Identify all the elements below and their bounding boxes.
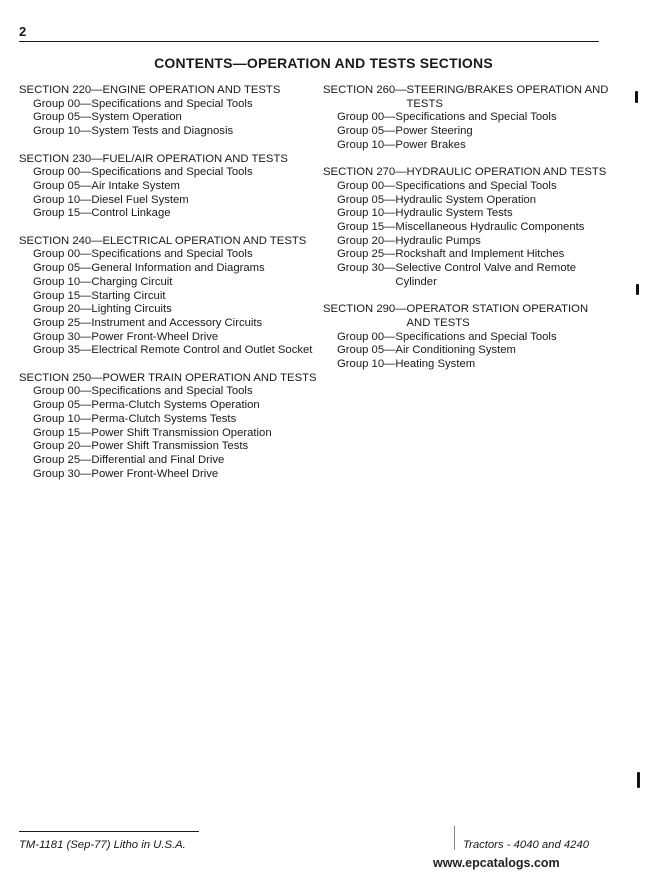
group-title: Starting Circuit bbox=[91, 289, 166, 302]
toc-group-entry bbox=[19, 413, 319, 427]
toc-group-entry bbox=[19, 194, 319, 208]
group-number: Group 35— bbox=[33, 344, 92, 357]
group-number: Group 00— bbox=[33, 97, 92, 110]
group-number: Group 05— bbox=[337, 193, 396, 206]
group-title: Perma-Clutch Systems Tests bbox=[91, 412, 237, 425]
group-number: Group 30— bbox=[33, 330, 92, 343]
group-title: Power Steering bbox=[395, 125, 473, 138]
section-number: SECTION 270— bbox=[323, 166, 407, 179]
group-title: Miscellaneous Hydraulic Components bbox=[395, 221, 585, 234]
page-title: CONTENTS—OPERATION AND TESTS SECTIONS bbox=[154, 55, 493, 71]
toc-section bbox=[19, 235, 319, 358]
group-title: Specifications and Special Tools bbox=[395, 179, 557, 192]
group-number: Group 10— bbox=[337, 138, 396, 151]
toc-section bbox=[323, 303, 613, 372]
group-number: Group 25— bbox=[33, 453, 92, 466]
section-number: SECTION 290— bbox=[323, 303, 407, 316]
section-name: ELECTRICAL OPERATION AND TESTS bbox=[102, 234, 307, 247]
group-title: Selective Control Valve and Remote Cylinder bbox=[395, 262, 577, 288]
toc-group-entry bbox=[19, 248, 319, 262]
toc-group-entry bbox=[19, 399, 319, 413]
group-title: Hydraulic Pumps bbox=[395, 234, 481, 247]
toc-group-entry bbox=[323, 331, 613, 345]
group-number: Group 30— bbox=[33, 467, 92, 480]
group-title: Power Front-Wheel Drive bbox=[91, 330, 219, 343]
toc-group-entry bbox=[19, 125, 319, 139]
toc-group-entry bbox=[323, 125, 613, 139]
group-number: Group 10— bbox=[337, 358, 396, 371]
group-number: Group 05— bbox=[33, 399, 92, 412]
section-heading bbox=[323, 84, 613, 111]
toc-section bbox=[19, 372, 319, 482]
toc-group-entry bbox=[323, 194, 613, 208]
toc-group-entry bbox=[19, 98, 319, 112]
group-number: Group 05— bbox=[33, 179, 92, 192]
group-title: Specifications and Special Tools bbox=[395, 330, 557, 343]
group-number: Group 10— bbox=[33, 193, 92, 206]
section-heading bbox=[323, 303, 613, 330]
group-number: Group 10— bbox=[33, 275, 92, 288]
group-number: Group 10— bbox=[337, 207, 396, 220]
page-number: 2 bbox=[19, 24, 27, 39]
group-number: Group 10— bbox=[33, 125, 92, 138]
section-number: SECTION 220— bbox=[19, 84, 103, 96]
toc-group-entry bbox=[19, 468, 319, 482]
footer-model-info: Tractors - 4040 and 4240 bbox=[463, 839, 590, 851]
section-number: SECTION 250— bbox=[19, 371, 103, 384]
group-number: Group 20— bbox=[33, 303, 92, 316]
group-number: Group 20— bbox=[33, 440, 92, 453]
group-title: Hydraulic System Operation bbox=[395, 193, 537, 206]
section-name: OPERATOR STATION OPERATION AND TESTS bbox=[406, 303, 589, 329]
section-heading bbox=[19, 84, 319, 98]
group-number: Group 00— bbox=[33, 166, 92, 179]
contents-right-column bbox=[323, 84, 613, 385]
group-number: Group 00— bbox=[337, 111, 396, 124]
toc-group-entry bbox=[323, 235, 613, 249]
group-title: Charging Circuit bbox=[91, 275, 173, 288]
footer-publication-info: TM-1181 (Sep-77) Litho in U.S.A. bbox=[19, 839, 186, 851]
footer-rule bbox=[19, 831, 199, 832]
group-title: Heating System bbox=[395, 358, 476, 371]
footer-divider bbox=[454, 826, 455, 850]
section-heading bbox=[19, 153, 319, 167]
group-number: Group 25— bbox=[33, 316, 92, 329]
section-name: POWER TRAIN OPERATION AND TESTS bbox=[102, 371, 317, 384]
watermark-url[interactable]: www.epcatalogs.com bbox=[433, 856, 560, 870]
group-title: General Information and Diagrams bbox=[91, 262, 265, 275]
group-number: Group 15— bbox=[337, 221, 396, 234]
toc-group-entry bbox=[323, 358, 613, 372]
toc-group-entry bbox=[323, 344, 613, 358]
group-number: Group 15— bbox=[33, 207, 92, 220]
group-title: Differential and Final Drive bbox=[91, 453, 225, 466]
toc-group-entry bbox=[19, 427, 319, 441]
margin-mark bbox=[637, 772, 640, 788]
toc-group-entry bbox=[19, 344, 319, 358]
group-number: Group 25— bbox=[337, 248, 396, 261]
toc-group-entry bbox=[323, 139, 613, 153]
toc-group-entry bbox=[323, 207, 613, 221]
group-title: Power Shift Transmission Operation bbox=[91, 426, 272, 439]
section-number: SECTION 240— bbox=[19, 234, 103, 247]
toc-group-entry bbox=[323, 111, 613, 125]
group-number: Group 00— bbox=[33, 385, 92, 398]
group-title: Specifications and Special Tools bbox=[91, 97, 253, 110]
toc-section bbox=[19, 84, 319, 139]
group-title: Power Shift Transmission Tests bbox=[91, 440, 249, 453]
group-title: Perma-Clutch Systems Operation bbox=[91, 399, 260, 412]
group-number: Group 05— bbox=[33, 111, 92, 124]
toc-group-entry bbox=[19, 207, 319, 221]
group-title: System Operation bbox=[91, 111, 182, 124]
toc-group-entry bbox=[19, 276, 319, 290]
group-title: Lighting Circuits bbox=[91, 303, 172, 316]
toc-group-entry bbox=[19, 262, 319, 276]
toc-group-entry bbox=[19, 303, 319, 317]
group-title: Air Conditioning System bbox=[395, 344, 516, 357]
group-title: Electrical Remote Control and Outlet Socket bbox=[91, 344, 313, 357]
group-title: Specifications and Special Tools bbox=[91, 385, 253, 398]
group-title: Control Linkage bbox=[91, 207, 171, 220]
toc-group-entry bbox=[19, 166, 319, 180]
group-title: Specifications and Special Tools bbox=[395, 111, 557, 124]
contents-left-column bbox=[19, 84, 319, 495]
group-title: Diesel Fuel System bbox=[91, 193, 189, 206]
margin-mark bbox=[635, 91, 638, 103]
toc-group-entry bbox=[19, 454, 319, 468]
group-title: Specifications and Special Tools bbox=[91, 166, 253, 179]
group-number: Group 05— bbox=[337, 344, 396, 357]
section-heading bbox=[323, 166, 613, 180]
toc-group-entry bbox=[19, 317, 319, 331]
group-title: Power Brakes bbox=[395, 138, 466, 151]
group-title: Instrument and Accessory Circuits bbox=[91, 316, 263, 329]
group-number: Group 00— bbox=[337, 330, 396, 343]
group-title: Hydraulic System Tests bbox=[395, 207, 513, 220]
group-number: Group 30— bbox=[337, 262, 396, 275]
toc-group-entry bbox=[323, 248, 613, 262]
section-number: SECTION 260— bbox=[323, 84, 407, 96]
toc-group-entry bbox=[19, 290, 319, 304]
group-number: Group 00— bbox=[33, 248, 92, 261]
header-rule bbox=[19, 41, 599, 42]
section-name: ENGINE OPERATION AND TESTS bbox=[102, 84, 281, 96]
toc-group-entry bbox=[323, 262, 613, 289]
toc-group-entry bbox=[19, 385, 319, 399]
group-number: Group 15— bbox=[33, 426, 92, 439]
toc-group-entry bbox=[323, 221, 613, 235]
group-title: Specifications and Special Tools bbox=[91, 248, 253, 261]
toc-group-entry bbox=[323, 180, 613, 194]
toc-group-entry bbox=[19, 331, 319, 345]
toc-section bbox=[323, 166, 613, 289]
group-title: Rockshaft and Implement Hitches bbox=[395, 248, 565, 261]
section-number: SECTION 230— bbox=[19, 152, 103, 165]
group-title: System Tests and Diagnosis bbox=[91, 125, 234, 138]
section-heading bbox=[19, 235, 319, 249]
section-name: STEERING/BRAKES OPERATION AND TESTS bbox=[406, 84, 609, 110]
section-heading bbox=[19, 372, 319, 386]
group-number: Group 10— bbox=[33, 412, 92, 425]
group-number: Group 05— bbox=[33, 262, 92, 275]
group-number: Group 00— bbox=[337, 179, 396, 192]
section-name: FUEL/AIR OPERATION AND TESTS bbox=[102, 152, 288, 165]
group-number: Group 20— bbox=[337, 234, 396, 247]
toc-group-entry bbox=[19, 111, 319, 125]
toc-section bbox=[19, 153, 319, 222]
margin-mark bbox=[636, 284, 639, 295]
group-number: Group 15— bbox=[33, 289, 92, 302]
toc-section bbox=[323, 84, 613, 153]
group-title: Power Front-Wheel Drive bbox=[91, 467, 219, 480]
toc-group-entry bbox=[19, 440, 319, 454]
toc-group-entry bbox=[19, 180, 319, 194]
group-number: Group 05— bbox=[337, 125, 396, 138]
group-title: Air Intake System bbox=[91, 179, 180, 192]
section-name: HYDRAULIC OPERATION AND TESTS bbox=[406, 166, 607, 179]
